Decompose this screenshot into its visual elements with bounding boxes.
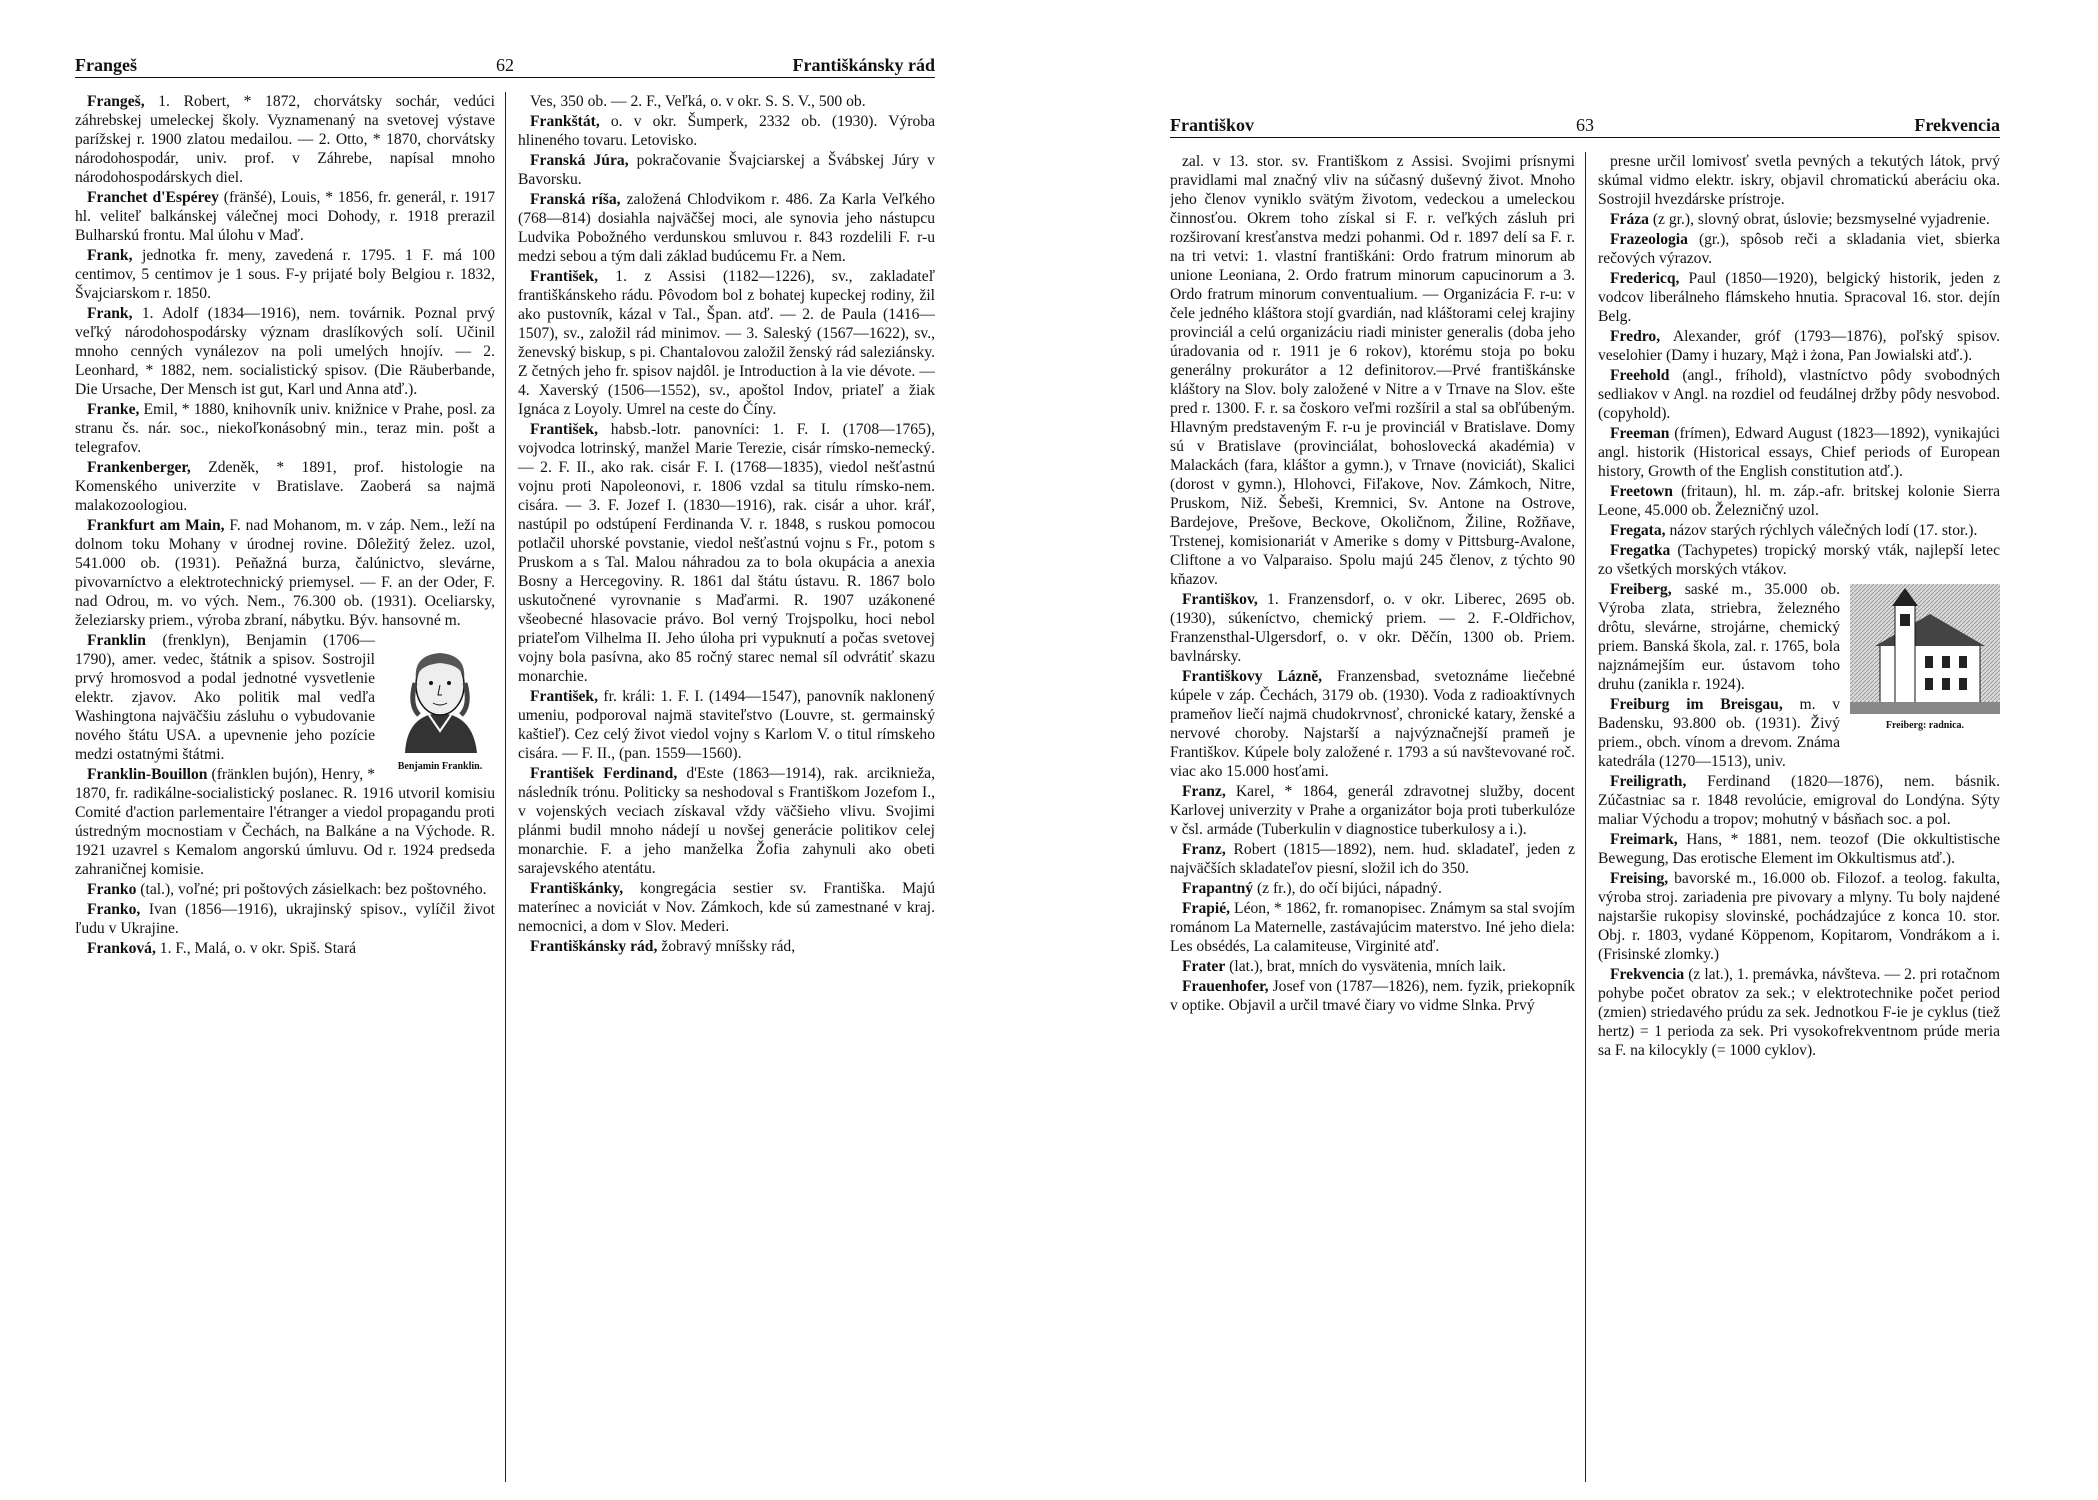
right-header-word: Františkov bbox=[1170, 115, 1255, 135]
entry-headword: Freimark, bbox=[1610, 831, 1678, 848]
dictionary-entry bbox=[1598, 830, 2000, 868]
entry-text: presne určil lomivosť svetla pevných a tekutých látok, prvý skúmal vidmo elektr. iskry, objavil chromatickú aberáciu oka. Sostrojil hvezdárske prístroje. bbox=[1598, 153, 2000, 208]
entry-text: 1. Robert, * 1872, chorvátsky sochár, vedúci záhrebskej umeleckej školy. Vyznamenaný na svetovej výstave parížskej r. 1900 zlatou medailou. — 2. Otto, * 1870, chorvátsky národohospodár, univ. prof. v Záhrebe, napísal mnoho národohospodárskych diel. bbox=[75, 93, 495, 186]
dictionary-entry bbox=[75, 246, 495, 303]
entry-headword: Freiligrath, bbox=[1610, 773, 1687, 790]
entry-text: Ves, 350 ob. — 2. F., Veľká, o. v okr. S. S. V., 500 ob. bbox=[530, 93, 866, 110]
entry-text: (z lat.), 1. premávka, návšteva. — 2. pri rotačnom pohybe počet obratov za sek.; v elektrotechnike počet period (zmien) striedavého prúdu za sek. Jednotkou F-ie je cyklus (tiež hertz) = 1 perioda za sek. Pri vysokofrekventnom prúde meria sa F. na kilocykly (= 1000 cyklov). bbox=[1598, 966, 2000, 1059]
entry-text: (fränklen bujón), Henry, * 1870, fr. radikálne-socialistický poslanec. R. 1916 utvoril komisiu Comité d'action parlementaire l'étranger a viedol propagandu proti ústredným mocnostiam v Čechách, na Balkáne a na Východe. R. 1921 uzavrel s Kemalom angorskú úmluvu. Od r. 1924 predseda zahraničnej komisie. bbox=[75, 766, 495, 878]
entry-text: 1. Adolf (1834—1916), nem. továrnik. Poznal prvý veľký národohospodársky význam draslíkových solí. Učinil mnoho cenných vynálezov na poli umelých hnojív. — 2. Leonhard, * 1882, nem. socialistický spisov. (Die Räuberbande, Die Ursache, Der Mensch ist gut, Karl und Anna atď.). bbox=[75, 305, 495, 398]
entry-text: saské m., 35.000 ob. Výroba zlata, striebra, železného drôtu, slevárne, strojárne, chemický priem. Banská škola, zal. r. 1765, bola najznámejším eur. ústavom toho druhu (zanikla r. 1924). bbox=[1598, 581, 1840, 693]
entry-headword: Franklin bbox=[87, 632, 146, 649]
dictionary-entry bbox=[1598, 230, 2000, 268]
entry-headword: Františkánky, bbox=[530, 880, 624, 897]
left-column-2 bbox=[505, 92, 935, 1482]
entry-text: Robert (1815—1892), nem. hud. skladateľ, jeden z najväčších skladateľov piesní, složil ich do 350. bbox=[1170, 841, 1575, 877]
dictionary-entry bbox=[518, 764, 935, 878]
entry-headword: Franz, bbox=[1182, 783, 1226, 800]
entry-text: (gr.), spôsob reči a skladania viet, sbierka rečových výrazov. bbox=[1598, 231, 2000, 267]
entry-headword: Franke, bbox=[87, 401, 140, 418]
entry-headword: Frank, bbox=[87, 247, 133, 264]
entry-text: habsb.-lotr. panovníci: 1. F. I. (1708—1765), vojvodca lotrinský, manžel Marie Terezie, cisár rímsko-nemecký. — 2. F. II., ako rak. cisár F. I. (1768—1835), viedol nešťastnú vojnu proti Napoleonovi, r. 1806 vzdal sa titulu rímsko-nem. cisára. — 3. F. Jozef I. (1830—1916), rak. cisár a uhor. kráľ, nastúpil po odstúpení Ferdinanda V. r. 1848, s ruskou pomocou potlačil uhorské povstanie, viedol nešťastnú vojnu s Fr., potom s Pruskom a s Tal. Malou náhradou za to bola okupácia a anexia Bosny a Hercegoviny. R. 1861 dal štátu ústavu. R. 1867 bolo uskutočnené vyrovnanie s Maďarmi. R. 1907 uzákonené všeobecné hlasovacie právo. Bol verný Trojspolku, hoci nebol priateľom Vilhelma II. Jeho úloha pri vypuknutí a počas svetovej vojny bola pasívna, ako 85 ročný starec nemal síl odvrátiť skazu monarchie. bbox=[518, 421, 935, 685]
entry-headword: Franko, bbox=[87, 901, 141, 918]
entry-headword: Franz, bbox=[1182, 841, 1226, 858]
franklin-caption: Benjamin Franklin. bbox=[397, 761, 483, 772]
entry-headword: Franklin-Bouillon bbox=[87, 766, 208, 783]
dictionary-entry bbox=[1170, 977, 1575, 1015]
entry-text: žobravý mníšsky rád, bbox=[657, 938, 796, 955]
right-column-2 bbox=[1585, 152, 2000, 1482]
entry-text: (tal.), voľné; pri poštových zásielkach: bez poštovného. bbox=[136, 881, 487, 898]
entry-headword: Franská ríša, bbox=[530, 191, 621, 208]
dictionary-entry bbox=[1598, 152, 2000, 209]
dictionary-entry bbox=[1170, 879, 1575, 898]
entry-text: Ivan (1856—1916), ukrajinský spisov., vylíčil život ľudu v Ukrajine. bbox=[75, 901, 495, 937]
entry-headword: Frankenberger, bbox=[87, 459, 191, 476]
left-page-header bbox=[75, 55, 935, 78]
dictionary-entry bbox=[75, 516, 495, 630]
dictionary-entry bbox=[1598, 869, 2000, 964]
dictionary-entry bbox=[518, 879, 935, 936]
entry-headword: Frater bbox=[1182, 958, 1226, 975]
entry-headword: Frank, bbox=[87, 305, 133, 322]
entry-text: 1. F., Malá, o. v okr. Spiš. Stará bbox=[155, 940, 357, 957]
entry-headword: František Ferdinand, bbox=[530, 765, 678, 782]
dictionary-entry bbox=[518, 112, 935, 150]
entry-text: pokračovanie Švajciarskej a Švábskej Júry v Bavorsku. bbox=[518, 152, 935, 188]
entry-text: založená Chlodvikom r. 486. Za Karla Veľkého (768—814) dosiahla najväčšej moci, ale synovia jeho nástupcu Ludvika Pobožného verdunskou smluvou r. 843 rozdelili F. r-u medzi sebou a tým dali základ budúcemu Fr. a Nem. bbox=[518, 191, 935, 265]
dictionary-entry bbox=[1170, 899, 1575, 956]
entry-text: zal. v 13. stor. sv. Františkom z Assisi. Svojimi prísnymi pravidlami mal značný vliv na súčasný duševný život. Mnoho jeho členov vyniklo svätým životom, vedeckou a umeleckou činnosťou. Okrem toho získal si F. r. veľkých zásluh pri rozširovaní kresťanstva medzi pohanmi. Od r. 1897 delí sa F. r. na tri vetvi: 1. vlastní františkáni: Ordo fratrum minorum ab unione Leoniana, 2. Ordo fratrum minorum capucinorum a 3. Ordo fratrum minorum conventualium. — Organizácia F. r-u: v čele jedného kláštora stojí gvardián, nad kláštorami celej krajiny provinciál a celú organizáciu riadi minister generalis (doba jeho úradovania od r. 1911 je 6 rokov), ktorému stoja po boku generálny prokurátor a 12 definitorov.—Prvé františkánske kláštory na Slov. boly založené v Nitre a v Trnave na Slov. ešte pred r. 1300. F. r. sa čoskoro veľmi rozšíril a stal sa obľúbeným. Hlavným predstaveným F. r-u je provinciál v Bratislave. Domy sú v Bratislave (provinciálat, bohoslovecká akadémia) v Malackách (fara, kláštor a gymn.), v Trnave (noviciát), Skalici (dorost v gymn.), Hlohovci, Fiľakove, Nov. Zámkoch, Nitre, Pruskom, Niž. Šebeši, Kremnici, Sv. Antone na Ostrove, Bardejove, Prešove, Beckove, Okoličnom, Žiline, Rožňave, Trstenej, komisionariát v Amerike s domy v Pittsburg-Avalone, Cliftone a vo Valparaiso. Spolu majú 245 členov, z týchto 90 kňazov. bbox=[1170, 153, 1575, 588]
entry-headword: Franchet d'Espérey bbox=[87, 189, 219, 206]
dictionary-entry bbox=[1598, 541, 2000, 579]
entry-headword: Frapantný bbox=[1182, 880, 1254, 897]
entry-text: d'Este (1863—1914), rak. arcikniežа, následník trónu. Politicky sa neshodoval s Františkom Jozefom I., v vojenských veciach získaval vždy väčšieho vlivu. Svojimi plánmi budil mnoho nádejí u novšej generácie politikov celej monarchie. F. a jeho manželka Žofia zahynuli ako obeti sarajevského atentátu. bbox=[518, 765, 935, 877]
left-page-number: 62 bbox=[496, 55, 514, 75]
freiberg-townhall-image bbox=[1850, 584, 2000, 714]
dictionary-entry bbox=[75, 304, 495, 399]
entry-headword: Františkovy Lázně, bbox=[1182, 668, 1323, 685]
dictionary-entry bbox=[1170, 957, 1575, 976]
entry-text: názov starých rýchlych válečných lodí (17. stor.). bbox=[1665, 522, 1978, 539]
entry-headword: Frankštát, bbox=[530, 113, 600, 130]
right-header-word-right: Frekvencia bbox=[1914, 115, 2000, 135]
right-page bbox=[1170, 115, 2000, 1475]
left-header-word: Frangeš bbox=[75, 55, 137, 75]
dictionary-entry bbox=[1170, 782, 1575, 839]
entry-text: (fritaun), hl. m. záp.-afr. britskej kolonie Sierra Leone, 45.000 ob. Železničný uzol. bbox=[1598, 483, 2000, 519]
entry-text: Paul (1850—1920), belgický historik, jeden z vodcov liberálneho flámskeho hnutia. Spracoval 16. stor. dejín Belg. bbox=[1598, 270, 2000, 325]
entry-text: Franzensbad, svetoznáme liečebné kúpele v záp. Čechách, 3179 ob. (1930). Voda z radioaktívnych prameňov liečí najmä chudokrvnosť, chronické katary, ženské a nervové choroby. Najstarší a najvýznačnejší prameň je Františkov. Kúpele boly založené r. 1793 a sú navštevované roč. viac ako 15.000 hosťami. bbox=[1170, 668, 1575, 780]
entry-text: (z fr.), do očí bijúci, nápadný. bbox=[1253, 880, 1442, 897]
entry-headword: Fredro, bbox=[1610, 328, 1661, 345]
franklin-portrait-image bbox=[385, 635, 495, 755]
entry-headword: Františkánsky rád, bbox=[530, 938, 658, 955]
entry-headword: Frazeologia bbox=[1610, 231, 1688, 248]
dictionary-entry bbox=[518, 190, 935, 266]
entry-headword: Freehold bbox=[1610, 367, 1670, 384]
entry-text: (Tachypetes) tropický morský vták, najlepší letec zo všetkých morských vtákov. bbox=[1598, 542, 2000, 578]
dictionary-entry bbox=[1598, 269, 2000, 326]
entry-headword: Frangeš, bbox=[87, 93, 145, 110]
entry-text: (frímen), Edward August (1823—1892), vynikajúci angl. historik (Historical essays, Chief periods of European history, Growth of the English constitution atď.). bbox=[1598, 425, 2000, 480]
entry-text: (angl., fríhold), vlastníctvo pôdy svobodných sedliakov v Angl. na rozdiel od feudálnej držby pôdy nesvobod. (copyhold). bbox=[1598, 367, 2000, 422]
dictionary-entry bbox=[75, 900, 495, 938]
entry-text: Ferdinand (1820—1876), nem. básnik. Zúčastniac sa r. 1848 revolúcie, emigroval do Londýna. Sýty maliar Východu a tropov; mohutný v básňach soc. a pol. bbox=[1598, 773, 2000, 828]
entry-headword: Freiburg im Breisgau, bbox=[1610, 696, 1783, 713]
dictionary-entry bbox=[1598, 965, 2000, 1060]
entry-text: (frenklyn), Benjamin (1706—1790), amer. vedec, štátnik a spisov. Sostrojil prvý hromosvod a podal jednotné vysvetlenie elektr. zjavov. Ako politik mal vedľa Washingtona najväčšiu zásluhu o vybudovanie nového štátu USA. a upevnenie jeho pozície medzi ostatnými štátmi. bbox=[75, 632, 375, 763]
left-columns bbox=[75, 92, 935, 1482]
dictionary-entry bbox=[518, 267, 935, 419]
dictionary-entry bbox=[75, 92, 495, 187]
left-page bbox=[75, 55, 935, 1475]
dictionary-entry bbox=[518, 687, 935, 763]
entry-text: Alexander, gróf (1793—1876), poľský spisov. veselohier (Damy i huzary, Mąż i żona, Pan Jowialski atď.). bbox=[1598, 328, 2000, 364]
entry-text: 1. z Assisi (1182—1226), sv., zakladateľ františkánskeho rádu. Pôvodom bol z bohatej kupeckej rodiny, žil ako pustovník, kázal v Tal., Špan. atď. — 2. de Paula (1416—1507), sv., založil rád minimov. — 3. Saleský (1567—1622), sv., ženevský biskup, s pi. Chantalovou založil ženský rád saleziánsky. Z četných jeho fr. spisov najdôl. je Introduction à la vie dévote. — 4. Xaverský (1506—1552), sv., apoštol Indov, priateľ a žiak Ignáca z Loyoly. Umrel na ceste do Číny. bbox=[518, 268, 935, 418]
entry-text: Karel, * 1864, generál zdravotnej služby, docent Karlovej univerzity v Prahe a organizátor boja proti tuberkulóze v čsl. armáde (Tuberkulin v diagnostice tuberkulosy a i.). bbox=[1170, 783, 1575, 838]
entry-text: 1. Franzensdorf, o. v okr. Liberec, 2695 ob. (1930), súkeníctvo, chemický priem. — 2. F.-Oldřichov, Franzensthal-Ulgersdorf, o. v okr. Děčín, 1300 ob. Priem. bavlnársky. bbox=[1170, 591, 1575, 665]
entry-headword: Františkov, bbox=[1182, 591, 1258, 608]
entry-headword: Fredericq, bbox=[1610, 270, 1680, 287]
entry-headword: Franko bbox=[87, 881, 137, 898]
entry-text: m. v Badensku, 93.800 ob. (1931). Živý priem., obch. vínom a drevom. Známa katedrála (1270—1513), univ. bbox=[1598, 696, 1840, 770]
dictionary-entry bbox=[1598, 327, 2000, 365]
entry-text: jednotka fr. meny, zavedená r. 1795. 1 F. má 100 centimov, 5 centimov je 1 sous. F-y prijaté boly Belgiou r. 1832, Švajciarskom r. 1850. bbox=[75, 247, 495, 302]
entry-headword: Fráza bbox=[1610, 211, 1649, 228]
dictionary-entry bbox=[1170, 590, 1575, 666]
right-columns bbox=[1170, 152, 2000, 1482]
left-header-word-right: Františkánsky rád bbox=[792, 55, 935, 75]
entry-headword: Fregata, bbox=[1610, 522, 1666, 539]
dictionary-entry bbox=[1598, 210, 2000, 229]
right-page-header bbox=[1170, 115, 2000, 138]
entry-headword: František, bbox=[530, 268, 599, 285]
entry-headword: Fregatka bbox=[1610, 542, 1671, 559]
entry-text: (lat.), brat, mních do vysvätenia, mních laik. bbox=[1225, 958, 1506, 975]
entry-text: o. v okr. Šumperk, 2332 ob. (1930). Výroba hlineného tovaru. Letovisko. bbox=[518, 113, 935, 149]
dictionary-entry bbox=[1598, 521, 2000, 540]
dictionary-entry bbox=[1170, 667, 1575, 781]
entry-text: bavorské m., 16.000 ob. Filozof. a teolog. fakulta, výroba stroj. zariadenia pre pivovary a mlyny. Tu boly najdené najstaršie rukopisy slovinské, pochádzajúce z konca 10. stor. Obj. r. 1803, vydané Köppenom, Kopitarom, Vondrákom a i. (Frisinské zlomky.) bbox=[1598, 870, 2000, 963]
dictionary-entry bbox=[75, 880, 495, 899]
entry-text: Josef von (1787—1826), nem. fyzik, priekopník v optike. Objavil a určil tmavé čiary vo vidme Slnka. Prvý bbox=[1170, 978, 1575, 1014]
dictionary-entry bbox=[75, 400, 495, 457]
dictionary-entry bbox=[518, 937, 935, 956]
entry-text: Zdeněk, * 1891, prof. histologie na Komenského univerzite v Bratislave. Zaoberá sa najmä malakozoologiou. bbox=[75, 459, 495, 514]
entry-text: Hans, * 1881, nem. teozof (Die okkultistische Bewegung, Das erotische Element im Okkultismus atď.). bbox=[1598, 831, 2000, 867]
freiberg-townhall-figure bbox=[1850, 584, 2000, 735]
dictionary-entry bbox=[75, 188, 495, 245]
dictionary-entry bbox=[518, 151, 935, 189]
entry-headword: Frankfurt am Main, bbox=[87, 517, 225, 534]
entry-headword: Franková, bbox=[87, 940, 156, 957]
entry-text: fr. králi: 1. F. I. (1494—1547), panovník naklonený umeniu, podporoval najmä staviteľstvo (Louvre, st. germainský kaštieľ). Cez celý život viedol vojny s Karlom V. o titul rímskeho cisára. — F. II., (pan. 1559—1560). bbox=[518, 688, 935, 762]
entry-headword: Freetown bbox=[1610, 483, 1673, 500]
dictionary-entry bbox=[1598, 424, 2000, 481]
dictionary-entry bbox=[75, 939, 495, 958]
entry-headword: Freising, bbox=[1610, 870, 1669, 887]
entry-headword: Frapié, bbox=[1182, 900, 1231, 917]
dictionary-entry bbox=[1598, 482, 2000, 520]
dictionary-entry bbox=[1598, 366, 2000, 423]
entry-headword: Freiberg, bbox=[1610, 581, 1672, 598]
dictionary-entry bbox=[518, 92, 935, 111]
entry-headword: František, bbox=[530, 421, 599, 438]
left-column-1 bbox=[75, 92, 505, 1482]
entry-headword: Frekvencia bbox=[1610, 966, 1685, 983]
entry-text: kongregácia sestier sv. Františka. Majú materínec a noviciát v Nov. Zámkoch, kde sú zamestnané v kraj. nemocnici, a dom v Slov. Mederi. bbox=[518, 880, 935, 935]
entry-text: (z gr.), slovný obrat, úslovie; bezsmyselné vyjadrenie. bbox=[1648, 211, 1990, 228]
entry-headword: Franská Júra, bbox=[530, 152, 629, 169]
entry-headword: Freeman bbox=[1610, 425, 1670, 442]
dictionary-entry bbox=[518, 420, 935, 686]
dictionary-entry bbox=[75, 458, 495, 515]
freiberg-caption: Freiberg: radnica. bbox=[1885, 720, 1965, 731]
entry-text: F. nad Mohanom, m. v záp. Nem., leží na dolnom toku Mohany v úrodnej rovine. Dôležitý želez. uzol, 541.000 ob. (1931). Peňažná burza, čalúnictvo, slevárne, pivovarníctvo a elektrotechnický priemysel. — F. an der Oder, F. nad Odrou, m. vo vých. Nem., 76.300 ob. (1931). Oceliarsky, železiarsky priem., výroba zbraní, nábytku. Býv. hansovné m. bbox=[75, 517, 496, 629]
right-column-1 bbox=[1170, 152, 1585, 1482]
dictionary-entry bbox=[1170, 840, 1575, 878]
entry-headword: František, bbox=[530, 688, 599, 705]
dictionary-entry bbox=[75, 765, 495, 879]
dictionary-entry bbox=[1598, 772, 2000, 829]
entry-headword: Frauenhofer, bbox=[1182, 978, 1269, 995]
entry-text: Emil, * 1880, knihovník univ. knižnice v Prahe, posl. za stranu čs. nár. soc., niekoľkonásobný min., teraz min. pošt a telegrafov. bbox=[75, 401, 495, 456]
dictionary-entry bbox=[1170, 152, 1575, 589]
right-page-number: 63 bbox=[1576, 115, 1594, 135]
entry-text: Léon, * 1862, fr. romanopisec. Známym sa stal svojím románom La Maternelle, zastávajúcim materstvo. Iné jeho diela: Les obsédés, La calamiteuse, Virginité atď. bbox=[1170, 900, 1575, 955]
franklin-portrait-figure bbox=[385, 635, 495, 776]
entry-text: (fränšé), Louis, * 1856, fr. generál, r. 1917 hl. veliteľ balkánskej válečnej moci Dohody, r. 1918 prerazil Bulharskú frontu. Mal úlohu v Maď. bbox=[75, 189, 495, 244]
